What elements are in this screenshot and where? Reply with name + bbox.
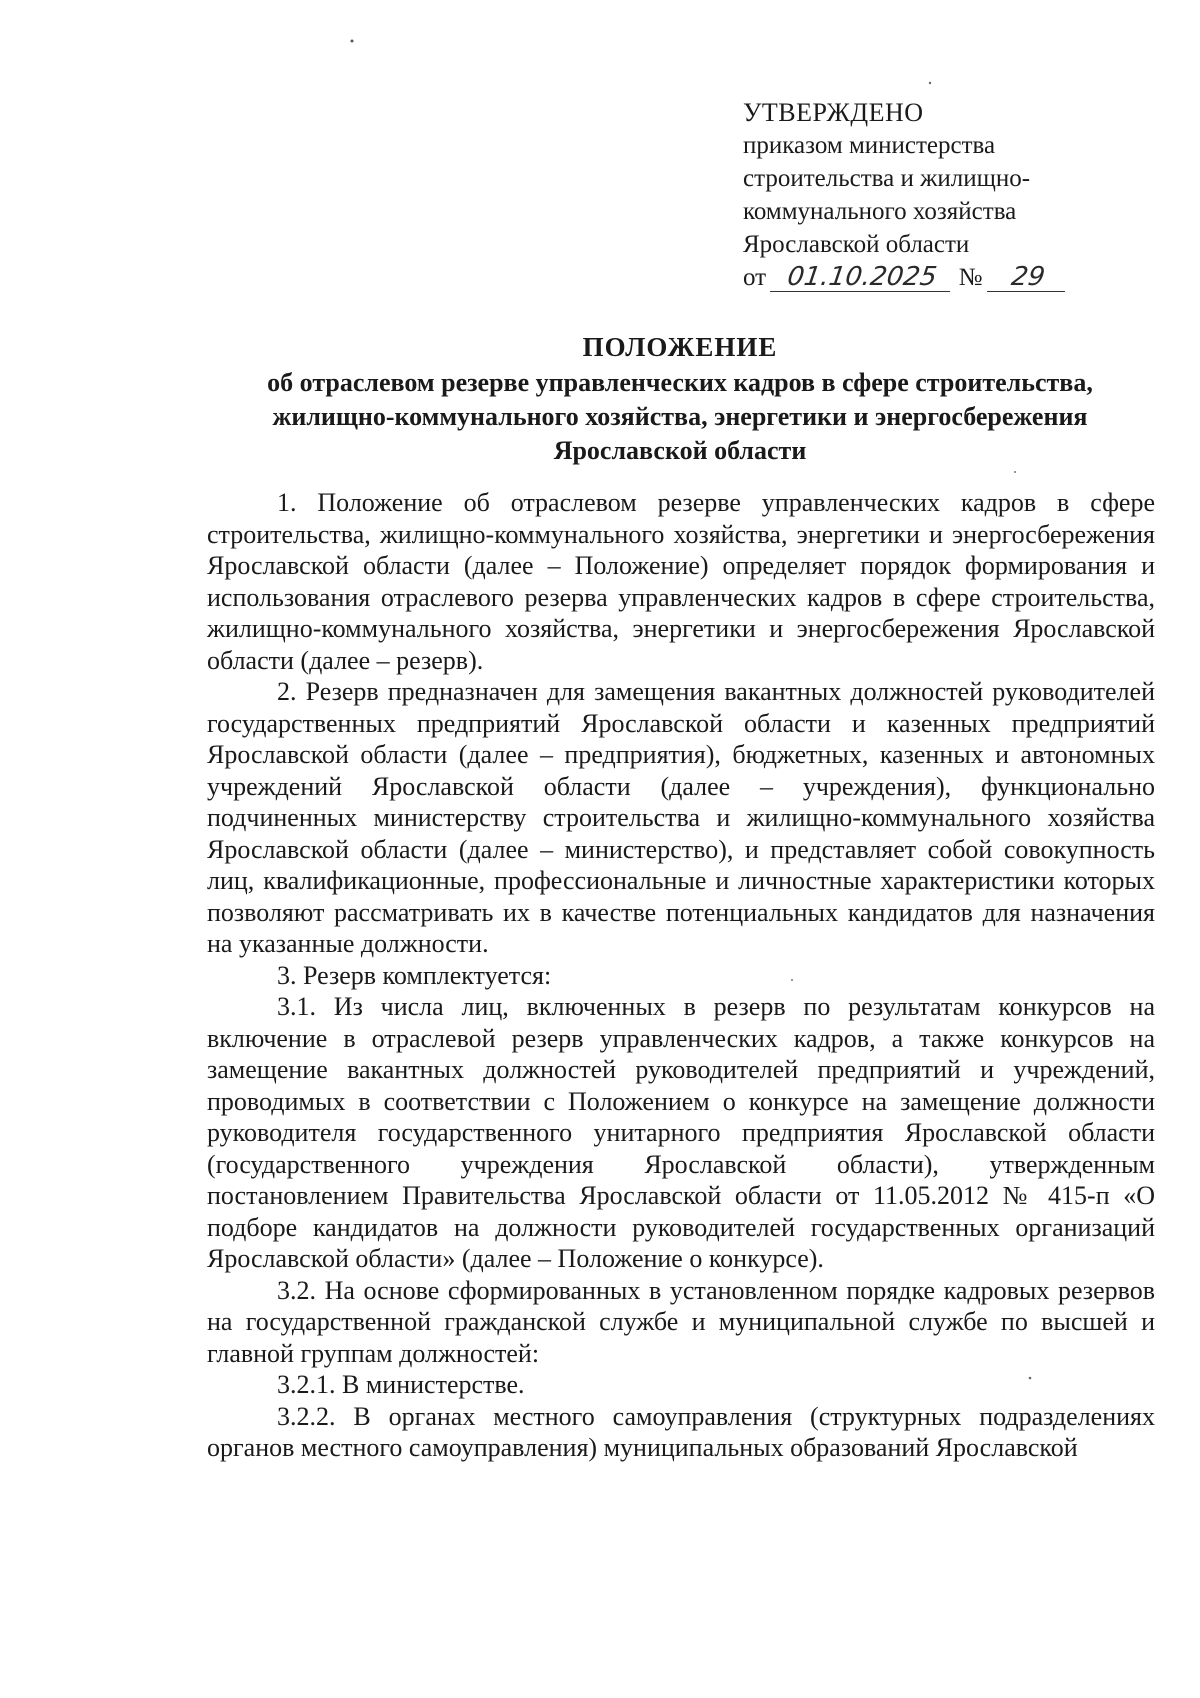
title-subtitle-line: об отраслевом резерве управленческих кадров в сфере строительства,: [267, 368, 1093, 397]
approval-line: коммунального хозяйства: [743, 198, 1017, 225]
title-subtitle-line: Ярославской области: [553, 436, 807, 465]
date-prefix: от: [743, 264, 767, 291]
document-body: [207, 487, 1155, 1464]
approval-block: [743, 96, 1163, 294]
approval-line: Ярославской области: [743, 231, 970, 258]
paragraph-3-2-2: 3.2.2. В органах местного самоуправления (структурных подразделениях органов местного самоуправления) муниципальных образований Ярославской: [207, 1401, 1155, 1462]
paragraph-3-2-1: 3.2.1. В министерстве.: [277, 1370, 525, 1399]
handwritten-number: 29: [987, 263, 1069, 292]
paragraph-3-1: 3.1. Из числа лиц, включенных в резерв по результатам конкурсов на включение в отраслевой резерв управленческих кадров, а также конкурсов на замещение вакантных должностей руководителей предприятий и учреждений, проводимых в соответствии с Положением о конкурсе на замещение должности руководителя государственного унитарного предприятия Ярославской области (государственного учреждения Ярославской области), утвержденным постановлением Правительства Ярославской области от 11.05.2012 № 415-п «О подборе кандидатов на должности руководителей государственных организаций Ярославской области» (далее – Положение о конкурсе).: [207, 992, 1155, 1273]
approval-heading: УТВЕРЖДЕНО: [743, 98, 924, 127]
paragraph-3-2: 3.2. На основе сформированных в установленном порядке кадровых резервов на государственной гражданской службе и муниципальной службе по высшей и главной группам должностей:: [207, 1275, 1155, 1368]
title-main: ПОЛОЖЕНИЕ: [582, 332, 778, 362]
paragraph-3: 3. Резерв комплектуется:: [277, 960, 552, 990]
document-title: [205, 330, 1155, 468]
number-sign: №: [958, 264, 983, 291]
paragraph-2: 2. Резерв предназначен для замещения вакантных должностей руководителей государственных предприятий Ярославской области и казенных предприятий Ярославской области (далее – предприятия), бюджетных, казенных и автономных учреждений Ярославской области (далее – учреждения), функционально подчиненных министерству строительства и жилищно-коммунального хозяйства Ярославской области (далее – министерство), и представляет собой совокупность лиц, квалификационные, профессиональные и личностные характеристики которых позволяют рассматривать их в качестве потенциальных кандидатов для назначения на указанные должности.: [207, 677, 1155, 958]
approval-date-number-row: [743, 261, 1163, 294]
approval-line: приказом министерства: [743, 132, 996, 159]
approval-line: строительства и жилищно-: [743, 165, 1031, 192]
paragraph-1: 1. Положение об отраслевом резерве управленческих кадров в сфере строительства, жилищно-коммунального хозяйства, энергетики и энергосбережения Ярославской области (далее – Положение) определяет порядок формирования и использования отраслевого резерва управленческих кадров в сфере строительства, жилищно-коммунального хозяйства, энергетики и энергосбережения Ярославской области (далее – резерв).: [207, 488, 1155, 675]
title-subtitle-line: жилищно-коммунального хозяйства, энергетики и энергосбережения: [272, 402, 1088, 431]
handwritten-date: 01.10.2025: [770, 263, 954, 292]
